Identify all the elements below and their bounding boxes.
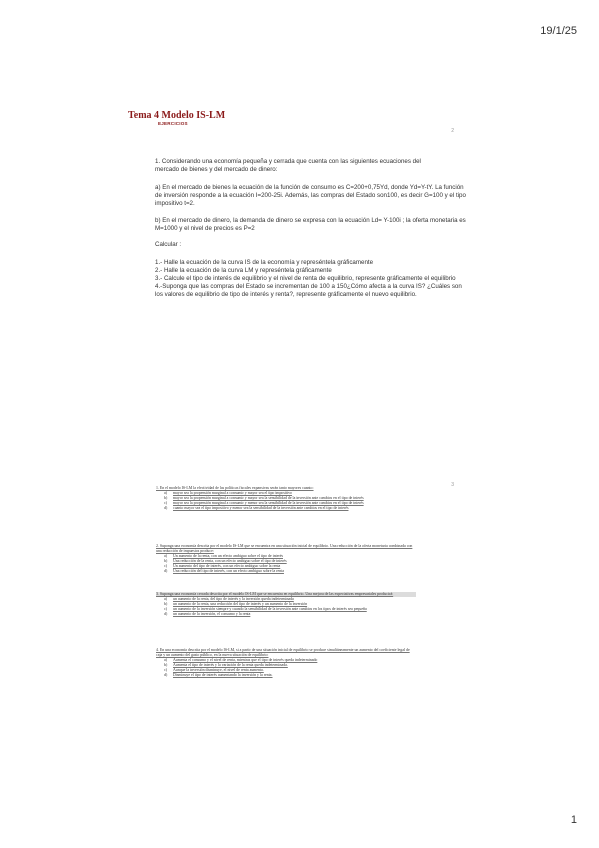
slide-subtitle: EJERCICIOS (158, 121, 188, 126)
option: b) Una reducción de la renta, con un efecto ambiguo sobre el tipo de interés (164, 559, 287, 564)
option: d) Una reducción del tipo de interés, con un efecto ambiguo sobre la renta (164, 569, 284, 574)
option: d) cuanto mayor sea el tipo impositivo y menor sea la sensibilidad de la inversión ante cambios en el tipo de interés (164, 506, 349, 511)
page-number: 1 (570, 814, 577, 826)
option: c) mayor sea la propensión marginal a consumir y menor sea la sensibilidad de la inversión ante cambios en el tipo de interés (164, 501, 364, 506)
option: d) un aumento de la inversión, el consumo y la renta (164, 612, 251, 617)
slide-title: Tema 4 Modelo IS-LM (128, 110, 226, 121)
calc-label: Calcular : (155, 241, 182, 248)
option: a) Un aumento de la renta, con un efecto ambiguo sobre el tipo de interés (164, 554, 283, 559)
task-item: 2.- Halle la ecuación de la curva LM y represéntela gráficamente (155, 267, 332, 274)
option: c) Aunque la inversión disminuye, el nivel de renta aumenta. (164, 668, 264, 673)
task-item: 4.-Suponga que las compras del Estado se incrementan de 100 a 150¿Cómo afecta a la curva IS? ¿Cuáles son los valores de equilibrio de tipo de interés y renta?, represente gráficamente el nuevo equilibrio. (155, 283, 462, 298)
question-text: 4. En una economía descrita por el modelo IS-LM, si a partir de una situación inicial de equilibrio se produce simultáneamente un aumento del coeficiente legal de caja y un aumento del gasto público, en la nueva situación de equilibrio: (156, 648, 410, 658)
task-item: 3.- Calcule el tipo de interés de equilibrio y el nivel de renta de equilibrio, represente gráficamente el equilibrio (155, 275, 456, 282)
question-3 (156, 592, 416, 617)
exercise-part-b: b) En el mercado de dinero, la demanda de dinero se expresa con la ecuación Ld= Y-100i ; la oferta monetaria es M=1000 y el nivel de precios es P=2 (155, 217, 466, 232)
option: a) un aumento de la renta, del tipo de interés y la inversión queda indeterminada (164, 597, 294, 602)
option: b) mayor sea la propensión marginal a consumir y mayor sea la sensibilidad de la inversión ante cambios en el tipo de interés (164, 496, 364, 501)
option: a) Aumenta el consumo y el nivel de renta, mientras que el tipo de interés queda indeterminado (164, 658, 318, 663)
task-item: 1.- Halle la ecuación de la curva IS de la economía y represéntela gráficamente (155, 259, 374, 266)
option: b) un aumento de la renta, una reducción del tipo de interés y un aumento de la inversión (164, 602, 308, 607)
question-text: 3. Suponga una economía cerrada descrita por el modelo IS-LM que se encuentra en equilibrio. Una mejora de las expectativas empresariales producirá: (156, 592, 416, 597)
slide-number: 2 (451, 128, 454, 134)
question-4 (156, 648, 416, 679)
exercise-intro: 1. Considerando una economía pequeña y cerrada que cuenta con las siguientes ecuaciones del mercado de bienes y del mercado de dinero: (155, 158, 421, 173)
slide-2-exercise (118, 104, 486, 384)
exercise-part-a: a) En el mercado de bienes la ecuación de la función de consumo es C=200+0,75Yd, donde Yd=Y-tY. La función de inversión responde a la ecuación I=200-25i. Además, las compras del Estado son100, es decir G=100 y el tipo impositivo t=2. (155, 184, 466, 207)
question-text: 1. En el modelo IS-LM la efectividad de las políticas fiscales expansivas serán tanto mayores cuanto: (156, 486, 314, 490)
slide-3-test (150, 478, 462, 710)
print-date: 19/1/25 (540, 25, 577, 37)
option: a) mayor sea la propensión marginal a consumir y mayor sea el tipo impositivo (164, 491, 292, 496)
option: c) Un aumento del tipo de interés, con un efecto ambiguo sobre la renta (164, 564, 281, 569)
task-list (155, 259, 470, 299)
slide-number: 3 (451, 482, 454, 488)
option: b) Aumenta el tipo de interés y la variación de la renta queda indeterminada. (164, 663, 288, 668)
option: d) Disminuye el tipo de interés aumentando la inversión y la renta. (164, 673, 273, 678)
question-text: 2. Suponga una economía descrita por el modelo IS-LM que se encuentra en una situación inicial de equilibrio. Una reducción de la oferta monetaria combinada con una reducción de impuestos produce: (156, 544, 413, 554)
question-2 (156, 544, 416, 575)
question-1 (156, 486, 416, 511)
option: c) un aumento de la inversión siempre y cuando la sensibilidad de la inversión ante cambios en los tipos de interés sea pequeña (164, 607, 367, 612)
